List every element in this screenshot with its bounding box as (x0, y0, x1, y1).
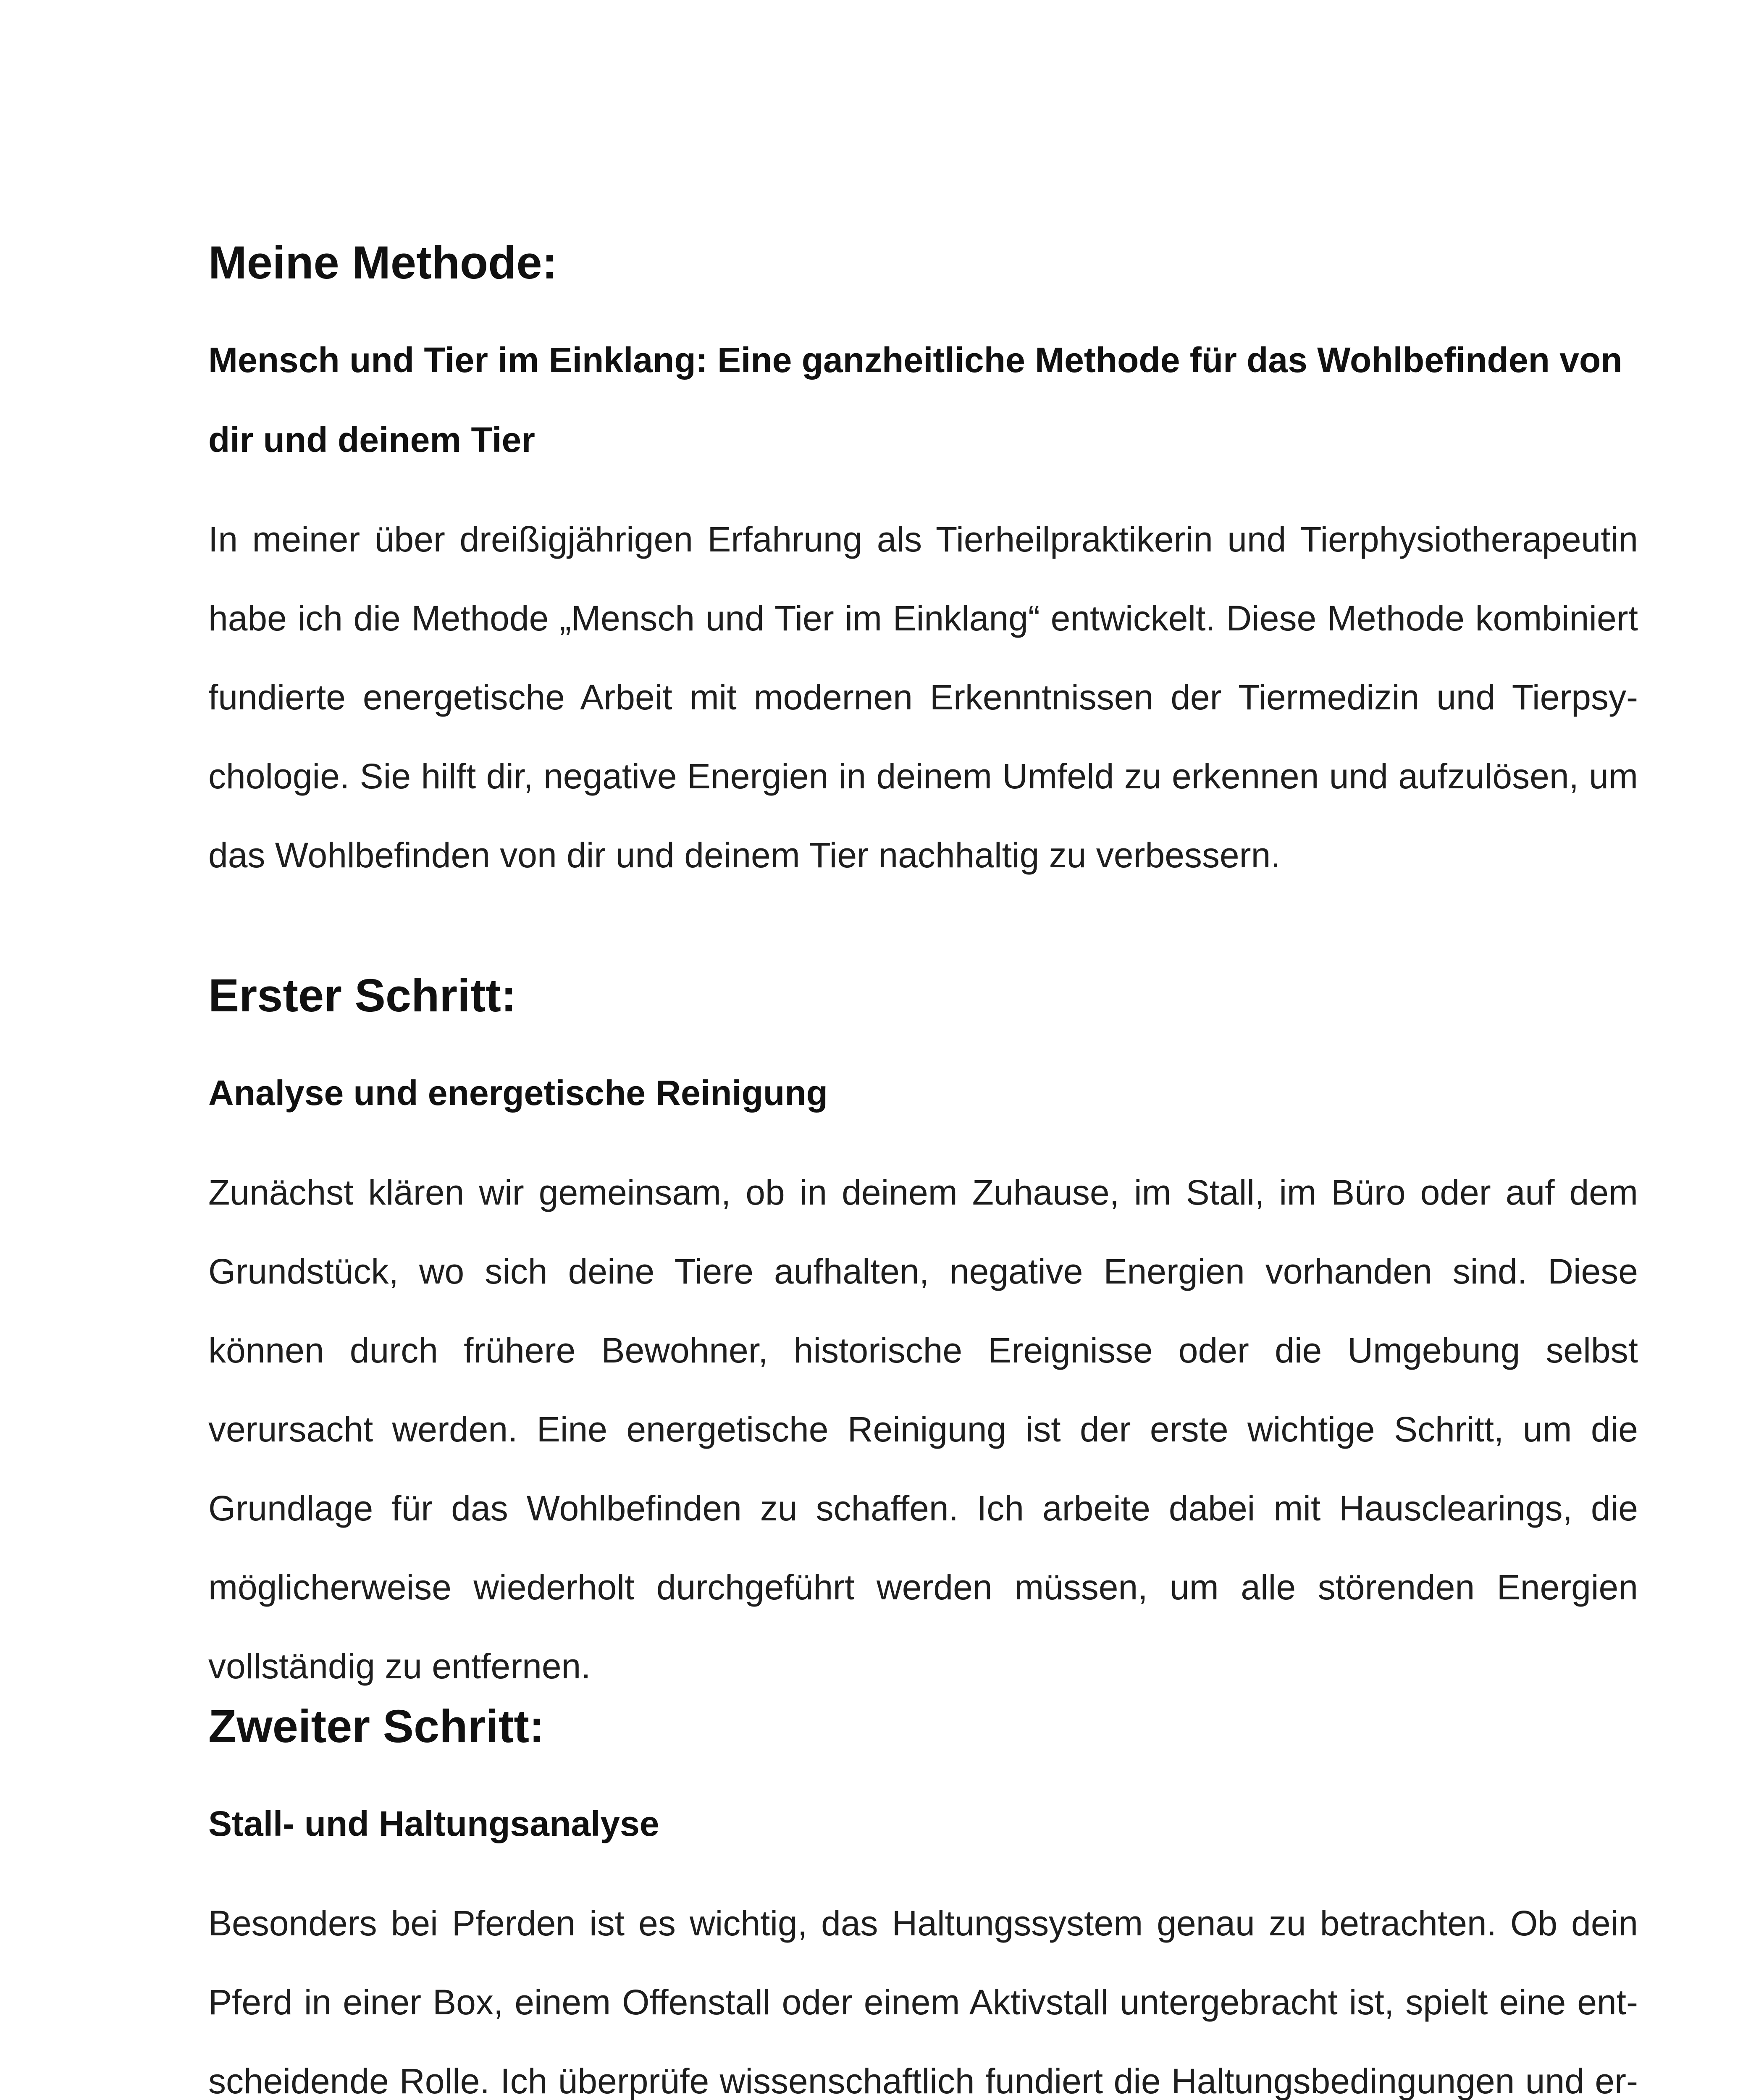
section-method (208, 235, 1638, 895)
section-body: In meiner über dreißigjährigen Erfahrung als Tierheilpraktikerin und Tierphysiotherapeutin habe ich die Methode „Mensch und Tier im Einklang“ entwickelt. Diese Methode kombiniert fundierte energetische Arbeit mit modernen Erkenntnissen der Tiermedizin und Tierpsychologie. Sie hilft dir, negative Energien in deinem Umfeld zu erkennen und aufzulösen, um das Wohlbefinden von dir und deinem Tier nachhaltig zu verbessern. (208, 520, 1638, 875)
section-subheading: Stall- und Haltungsanalyse (208, 1804, 659, 1843)
section-subheading: Mensch und Tier im Einklang: Eine ganzheitliche Methode für das Wohlbefinden von dir und deinem Tier (208, 340, 1622, 459)
section-heading: Erster Schritt: (208, 970, 517, 1021)
section-subheading: Analyse und energetische Reinigung (208, 1073, 828, 1113)
section-step-one (208, 968, 1638, 1706)
section-heading: Zweiter Schritt: (208, 1701, 545, 1752)
section-step-two (208, 1699, 1638, 2100)
section-body: Zunächst klären wir gemeinsam, ob in deinem Zuhause, im Stall, im Büro oder auf dem Grundstück, wo sich deine Tiere aufhalten, negative Energien vorhanden sind. Diese können durch frühere Bewohner, historische Ereignisse oder die Umgebung selbst verursacht werden. Eine energetische Reinigung ist der erste wichtige Schritt, um die Grundlage für das Wohlbefinden zu schaffen. Ich arbeite dabei mit Hausclearings, die möglicherweise wiederholt durchgeführt werden müssen, um alle störenden Energien vollständig zu entfernen. (208, 1173, 1638, 1686)
section-body: Besonders bei Pferden ist es wichtig, das Haltungssystem genau zu betrachten. Ob dein Pferd in einer Box, einem Offenstall oder einem Aktivstall untergebracht ist, spielt eine entscheidende Rolle. Ich überprüfe wissenschaftlich fundiert die Haltungsbedingungen und er (208, 1903, 1638, 2100)
section-heading: Meine Methode: (208, 237, 558, 289)
